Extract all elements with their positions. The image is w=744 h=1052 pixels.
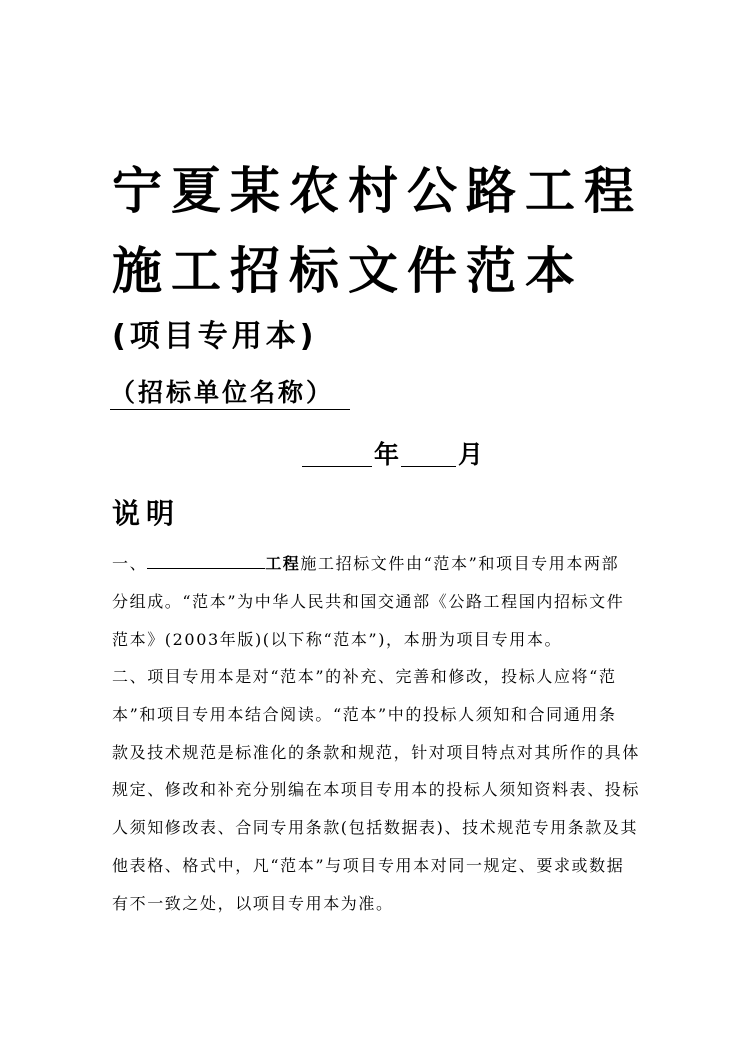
document-title-line-1: 宁夏某农村公路工程 (112, 162, 643, 220)
paragraph-1-prefix: 一、 (112, 554, 148, 573)
paragraph-1-line-1 (112, 545, 634, 583)
paragraph-2-line: 二、项目专用本是对“范本”的补充、完善和修改，投标人应将“范 (112, 667, 617, 686)
paragraph-2-line: 有不一致之处，以项目专用本为准。 (112, 893, 394, 913)
month-blank (401, 442, 456, 467)
tenderer-unit-name: （招标单位名称） (110, 380, 350, 410)
project-name-blank (147, 552, 265, 569)
paragraph-2-line: 他表格、格式中，凡“范本”与项目专用本对同一规定、要求或数据 (112, 855, 625, 875)
document-subtitle: (项目专用本) (112, 319, 318, 354)
month-label: 月 (458, 440, 484, 469)
year-blank (302, 442, 372, 467)
paragraph-1 (112, 545, 634, 658)
paragraph-2-line: 人须知修改表、合同专用条款(包括数据表)、技术规范专用条款及其 (112, 818, 639, 838)
paragraph-2-line: 款及技术规范是标准化的条款和规范，针对项目特点对其所作的具体 (112, 742, 641, 762)
section-heading: 说明 (112, 497, 181, 530)
paragraph-2-line: 本”和项目专用本结合阅读。“范本”中的投标人须知和合同通用条 (112, 704, 617, 724)
paragraph-1-bold-word: 工程 (265, 554, 301, 573)
year-label: 年 (374, 440, 400, 469)
paragraph-2-line: 规定、修改和补充分别编在本项目专用本的投标人须知资料表、投标 (112, 780, 641, 800)
paragraph-1-line-1-text: 施工招标文件由“范本”和项目专用本两部 (300, 554, 620, 573)
paragraph-1-line-3: 范本》(2003年版)(以下称“范本”)，本册为项目专用本。 (112, 629, 563, 649)
document-title-line-2: 施工招标文件范本 (112, 242, 584, 300)
paragraph-2 (112, 658, 641, 923)
date-line (302, 442, 485, 467)
paragraph-1-line-2: 分组成。“范本”为中华人民共和国交通部《公路工程国内招标文件 (112, 591, 625, 611)
